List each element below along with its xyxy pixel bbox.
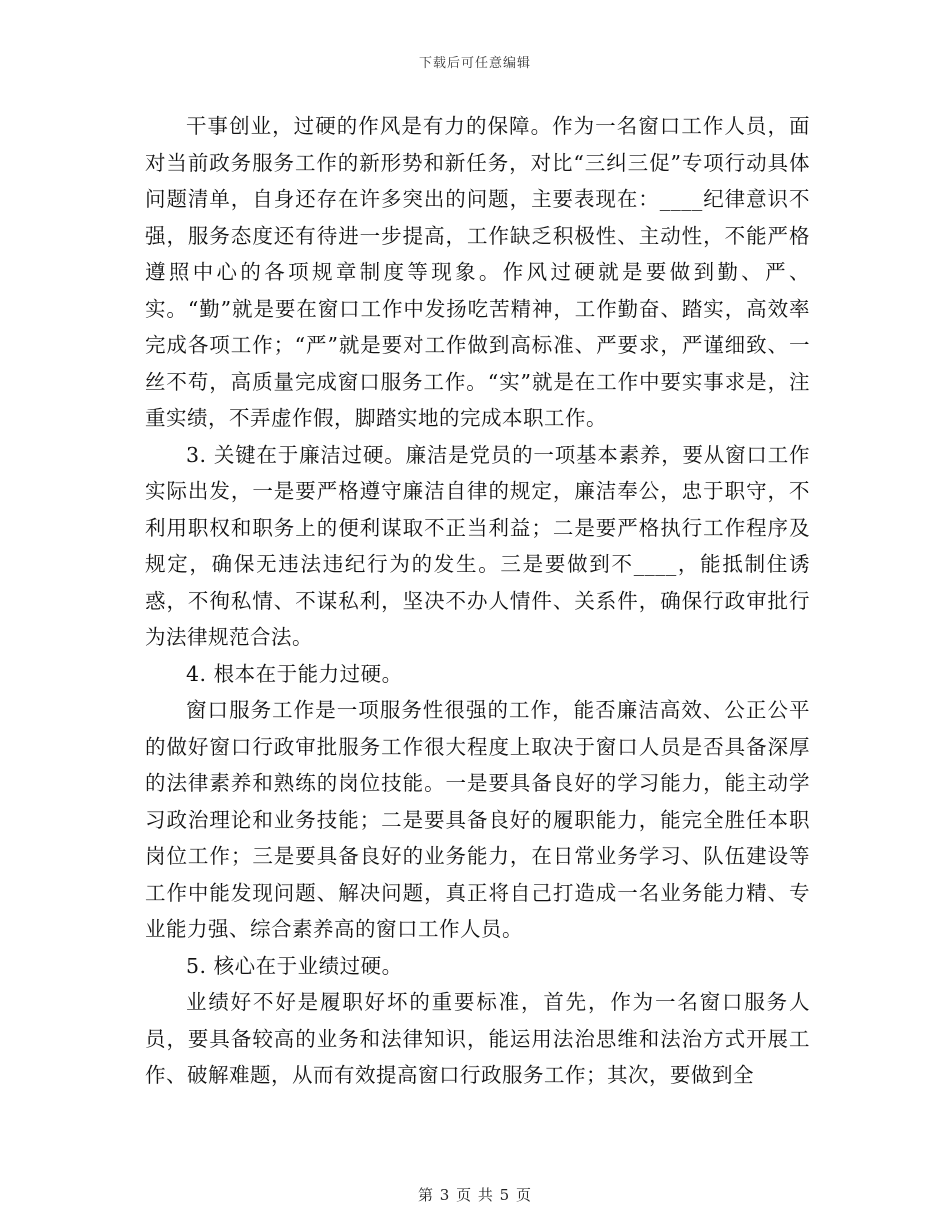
heading-performance: 5. 核心在于业绩过硬。 — [186, 953, 403, 978]
page-header: 下载后可任意编辑 — [418, 56, 531, 71]
page-number: 第 3 页 共 5 页 — [418, 1186, 532, 1204]
paragraph-ability: 窗口服务工作是一项服务性很强的工作，能否廉洁高效、公正公平的做好窗口行政审批服务工作很大程度上取决于窗口人员是否具备深厚的法律素养和熟练的岗位技能。一是要具备良好的学习能力，能主动学习政治理论和业务技能；二是要具备良好的履职能力，能完全胜任本职岗位工作；三是要具备良好的业务能力，在日常业务学习、队伍建设等工作中能发现问题、解决问题，真正将自己打造成一名业务能力精、专业能力强、综合素养高的窗口工作人员。 — [145, 698, 810, 941]
document-body — [145, 108, 810, 1094]
paragraph-work-style: 干事创业，过硬的作风是有力的保障。作为一名窗口工作人员，面对当前政务服务工作的新形势和新任务，对比“三纠三促”专项行动具体问题清单，自身还存在许多突出的问题，主要表现在：____纪律意识不强，服务态度还有待进一步提高，工作缺乏积极性、主动性，不能严格遵照中心的各项规章制度等现象。作风过硬就是要做到勤、严、实。“勤”就是要在窗口工作中发扬吃苦精神，工作勤奋、踏实，高效率完成各项工作；“严”就是要对工作做到高标准、严要求，严谨细致、一丝不苟，高质量完成窗口服务工作。“实”就是在工作中要实事求是，注重实绩，不弄虚作假，脚踏实地的完成本职工作。 — [145, 114, 810, 430]
paragraph-integrity: 3. 关键在于廉洁过硬。廉洁是党员的一项基本素养，要从窗口工作实际出发，一是要严格遵守廉洁自律的规定，廉洁奉公，忠于职守，不利用职权和职务上的便利谋取不正当利益；二是要严格执行工作程序及规定，确保无违法违纪行为的发生。三是要做到不____，能抵制住诱惑，不徇私情、不谋私利，坚决不办人情件、关系件，确保行政审批行为法律规范合法。 — [145, 442, 810, 649]
paragraph-performance: 业绩好不好是履职好坏的重要标准，首先，作为一名窗口服务人员，要具备较高的业务和法律知识，能运用法治思维和法治方式开展工作、破解难题，从而有效提高窗口行政服务工作；其次，要做到全 — [145, 990, 810, 1087]
heading-ability: 4. 根本在于能力过硬。 — [186, 661, 403, 686]
